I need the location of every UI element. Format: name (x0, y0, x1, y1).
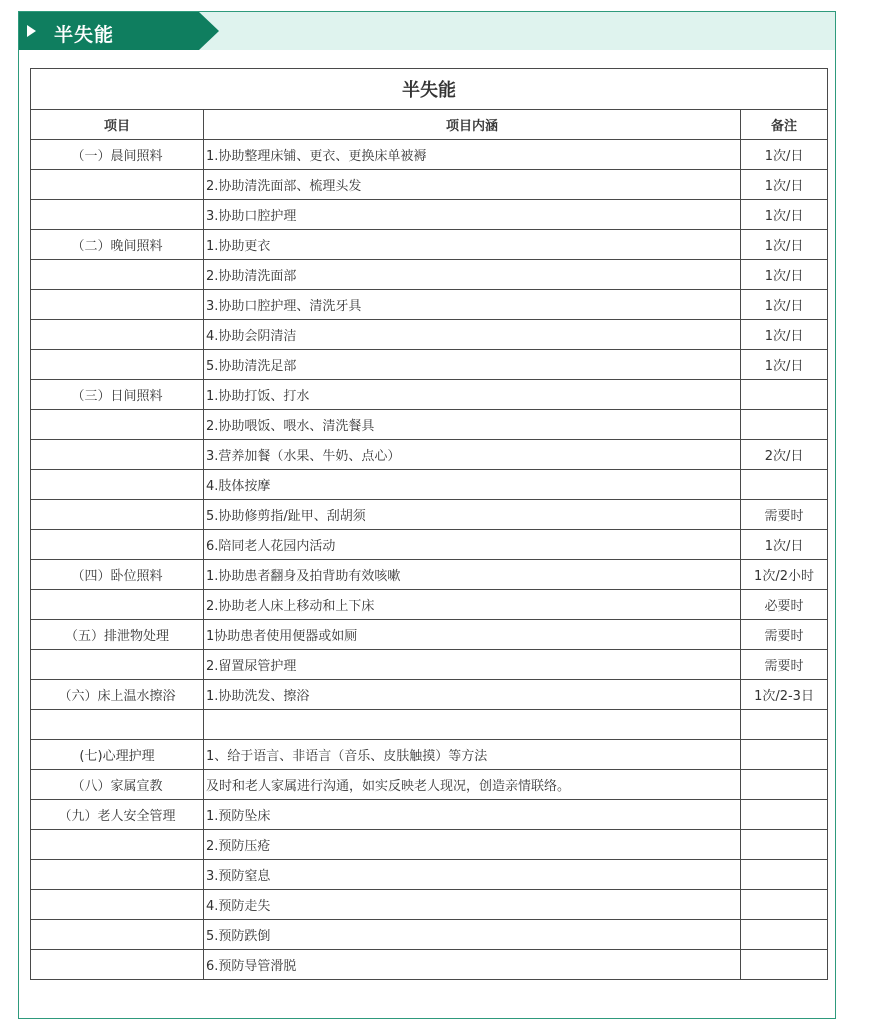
care-table (30, 68, 828, 980)
note-cell: 1次/日 (741, 170, 828, 200)
content-cell (204, 710, 741, 740)
table-row (31, 170, 828, 200)
note-cell (741, 830, 828, 860)
item-cell: （四）卧位照料 (31, 560, 204, 590)
item-cell: （六）床上温水擦浴 (31, 680, 204, 710)
item-cell (31, 860, 204, 890)
table-row (31, 380, 828, 410)
note-cell (741, 890, 828, 920)
content-cell: 6.预防导管滑脱 (204, 950, 741, 980)
table-row (31, 830, 828, 860)
content-cell: 5.预防跌倒 (204, 920, 741, 950)
table-row (31, 890, 828, 920)
content-cell: 2.预防压疮 (204, 830, 741, 860)
content-panel (18, 11, 836, 1019)
content-cell: 及时和老人家属进行沟通，如实反映老人现况，创造亲情联络。 (204, 770, 741, 800)
note-cell: 1次/日 (741, 350, 828, 380)
content-cell: 3.协助口腔护理、清洗牙具 (204, 290, 741, 320)
item-cell (31, 830, 204, 860)
item-cell: （五）排泄物处理 (31, 620, 204, 650)
table-row (31, 350, 828, 380)
item-cell (31, 350, 204, 380)
note-cell (741, 770, 828, 800)
content-cell: 1.协助整理床铺、更衣、更换床单被褥 (204, 140, 741, 170)
item-cell (31, 890, 204, 920)
item-cell (31, 290, 204, 320)
item-cell: （八）家属宣教 (31, 770, 204, 800)
item-cell (31, 590, 204, 620)
note-cell: 需要时 (741, 500, 828, 530)
content-cell: 6.陪同老人花园内活动 (204, 530, 741, 560)
note-cell: 1次/2小时 (741, 560, 828, 590)
note-cell: 1次/日 (741, 530, 828, 560)
note-cell (741, 710, 828, 740)
item-cell (31, 920, 204, 950)
note-cell (741, 800, 828, 830)
item-cell (31, 500, 204, 530)
content-cell: 1.协助更衣 (204, 230, 741, 260)
note-cell: 1次/日 (741, 290, 828, 320)
table-row (31, 260, 828, 290)
content-cell: 4.预防走失 (204, 890, 741, 920)
content-cell: 5.协助清洗足部 (204, 350, 741, 380)
item-cell (31, 410, 204, 440)
note-cell (741, 470, 828, 500)
item-cell: （一）晨间照料 (31, 140, 204, 170)
table-row (31, 140, 828, 170)
table-row (31, 230, 828, 260)
item-cell (31, 470, 204, 500)
table-row (31, 290, 828, 320)
note-cell: 需要时 (741, 620, 828, 650)
table-row (31, 620, 828, 650)
table-row (31, 800, 828, 830)
item-cell (31, 710, 204, 740)
content-cell: 2.协助清洗面部 (204, 260, 741, 290)
column-header-item: 项目 (31, 110, 204, 140)
section-tab (19, 12, 199, 50)
item-cell (31, 260, 204, 290)
table-row (31, 440, 828, 470)
content-cell: 1.协助打饭、打水 (204, 380, 741, 410)
note-cell (741, 380, 828, 410)
content-cell: 5.协助修剪指/趾甲、刮胡须 (204, 500, 741, 530)
item-cell: （二）晚间照料 (31, 230, 204, 260)
table-row (31, 920, 828, 950)
item-cell (31, 950, 204, 980)
note-cell: 1次/日 (741, 260, 828, 290)
item-cell (31, 170, 204, 200)
note-cell: 1次/日 (741, 140, 828, 170)
content-cell: 4.肢体按摩 (204, 470, 741, 500)
note-cell: 1次/日 (741, 230, 828, 260)
content-cell: 2.协助喂饭、喂水、清洗餐具 (204, 410, 741, 440)
table-row (31, 860, 828, 890)
item-cell (31, 650, 204, 680)
note-cell (741, 860, 828, 890)
note-cell (741, 950, 828, 980)
table-caption: 半失能 (31, 69, 828, 110)
note-cell (741, 410, 828, 440)
item-cell (31, 320, 204, 350)
content-cell: 3.营养加餐（水果、牛奶、点心） (204, 440, 741, 470)
table-row (31, 950, 828, 980)
column-header-note: 备注 (741, 110, 828, 140)
content-cell: 2.留置尿管护理 (204, 650, 741, 680)
note-cell: 1次/日 (741, 320, 828, 350)
content-cell: 2.协助老人床上移动和上下床 (204, 590, 741, 620)
item-cell (31, 440, 204, 470)
table-row (31, 710, 828, 740)
note-cell: 必要时 (741, 590, 828, 620)
content-cell: 2.协助清洗面部、梳理头发 (204, 170, 741, 200)
note-cell: 1次/2-3日 (741, 680, 828, 710)
note-cell (741, 740, 828, 770)
table-row (31, 500, 828, 530)
table-row (31, 530, 828, 560)
note-cell: 2次/日 (741, 440, 828, 470)
note-cell: 需要时 (741, 650, 828, 680)
table-row (31, 680, 828, 710)
table-row (31, 650, 828, 680)
item-cell: （三）日间照料 (31, 380, 204, 410)
panel-header (19, 12, 835, 50)
item-cell (31, 200, 204, 230)
table-row (31, 740, 828, 770)
table-row (31, 470, 828, 500)
content-cell: 4.协助会阴清洁 (204, 320, 741, 350)
content-cell: 1.预防坠床 (204, 800, 741, 830)
column-header-content: 项目内涵 (204, 110, 741, 140)
content-cell: 3.预防窒息 (204, 860, 741, 890)
content-cell: 1.协助患者翻身及拍背助有效咳嗽 (204, 560, 741, 590)
play-arrow-icon (27, 25, 36, 37)
table-row (31, 320, 828, 350)
item-cell (31, 530, 204, 560)
table-row (31, 200, 828, 230)
table-row (31, 590, 828, 620)
content-cell: 3.协助口腔护理 (204, 200, 741, 230)
content-cell: 1、给于语言、非语言（音乐、皮肤触摸）等方法 (204, 740, 741, 770)
section-title: 半失能 (54, 24, 115, 46)
item-cell: (七)心理护理 (31, 740, 204, 770)
content-cell: 1.协助洗发、擦浴 (204, 680, 741, 710)
content-cell: 1协助患者使用便器或如厕 (204, 620, 741, 650)
note-cell (741, 920, 828, 950)
table-row (31, 770, 828, 800)
note-cell: 1次/日 (741, 200, 828, 230)
table-row (31, 410, 828, 440)
table-row (31, 560, 828, 590)
item-cell: （九）老人安全管理 (31, 800, 204, 830)
